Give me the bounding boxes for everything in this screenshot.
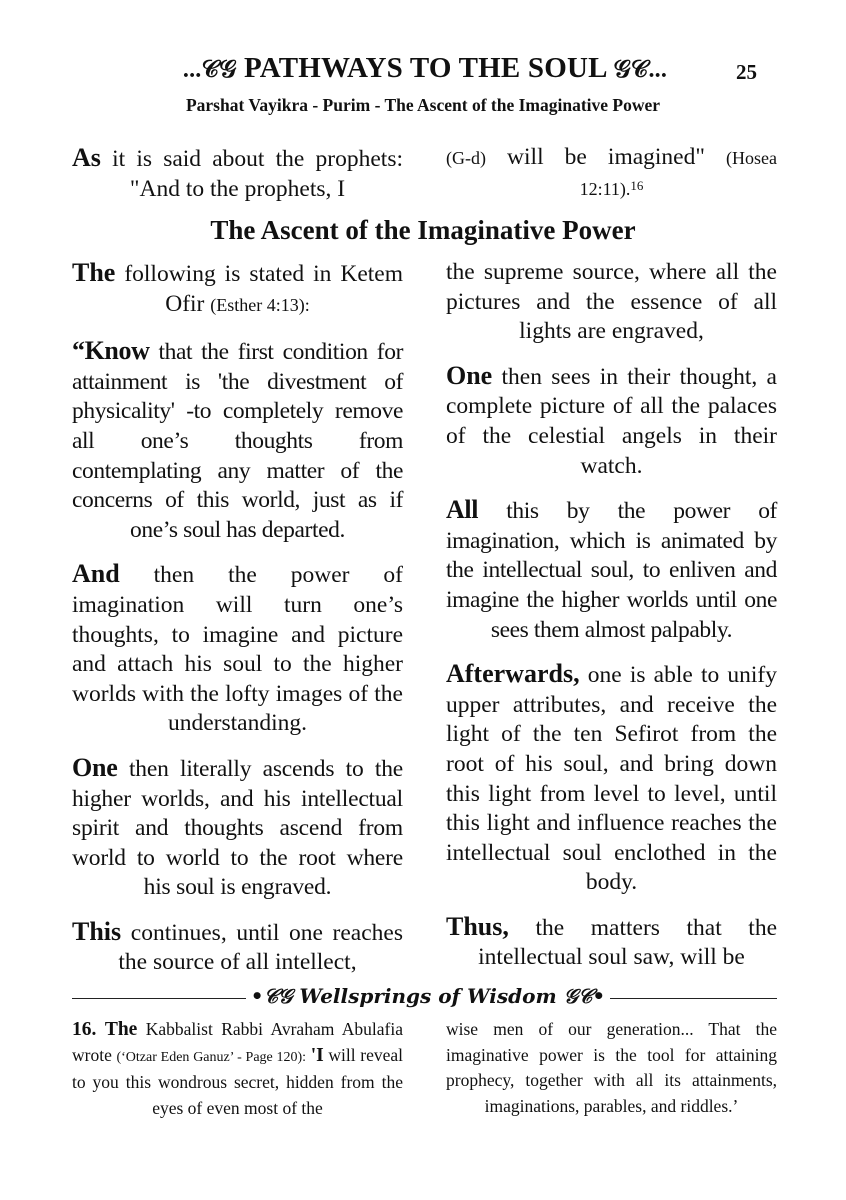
paragraph bbox=[446, 912, 777, 973]
inline-note: (G-d) bbox=[446, 148, 486, 168]
lead-word: All bbox=[446, 495, 479, 525]
footnote-left bbox=[72, 1017, 403, 1121]
lead-word: As bbox=[72, 143, 101, 172]
footnote-text: will reveal to you this wondrous secret, hidden from the eyes of even most of the bbox=[72, 1044, 403, 1118]
lead-word: “Know bbox=[72, 336, 150, 366]
paragraph-text: the supreme source, where all the pictures and the essence of all lights are engraved, bbox=[446, 259, 777, 345]
footer-ornament-left: •𝒞𝒢 bbox=[250, 984, 293, 1008]
paragraph bbox=[72, 258, 403, 320]
lead-word: And bbox=[72, 559, 120, 589]
intro-paragraph bbox=[72, 143, 403, 204]
lead-word: The bbox=[104, 1019, 138, 1040]
paragraph-text: following is stated in Ketem Ofir bbox=[115, 261, 403, 317]
paragraph-text: then sees in their thought, a complete picture of all the palaces of the celestial angels in their watch. bbox=[446, 363, 777, 479]
intro-left bbox=[72, 143, 403, 204]
paragraph bbox=[446, 495, 777, 645]
source-ref: (‘Otzar Eden Ganuz’ - Page 120): bbox=[116, 1049, 307, 1065]
paragraph-text: continues, until one reaches the source of all intellect, bbox=[118, 919, 403, 976]
footnote-right bbox=[446, 1017, 777, 1119]
ornament-right: 𝒢𝒞... bbox=[613, 57, 668, 83]
footnote-paragraph bbox=[446, 1017, 777, 1119]
paragraph-text: will be imagined" bbox=[485, 144, 727, 170]
footer-title: Wellsprings of Wisdom bbox=[299, 984, 557, 1008]
scripture-ref: (Esther 4:13): bbox=[210, 294, 310, 315]
footnote-marker: 16 bbox=[630, 177, 644, 193]
book-title: PATHWAYS TO THE SOUL bbox=[243, 52, 607, 84]
footnote-text: wise men of our generation... That the imaginative power is the tool for attaining prophecy, together with all its attainments, imaginations, parables, and riddles.’ bbox=[446, 1019, 777, 1116]
paragraph bbox=[446, 659, 777, 898]
paragraph-text: this by the power of imagination, which is animated by the intellectual soul, to enliven and imagine the higher worlds until one sees them almost palpably. bbox=[446, 498, 777, 643]
lead-word: Afterwards, bbox=[446, 659, 580, 689]
lead-word: Thus, bbox=[446, 911, 509, 941]
footnote-paragraph bbox=[72, 1017, 403, 1121]
footnote-text: Kabbalist Rabbi Avraham Abulafia wrote bbox=[72, 1019, 404, 1065]
intro-paragraph-cont bbox=[446, 143, 777, 204]
paragraph-text: that the first condition for attainment is 'the divestment of physicality' -to completely remove all one’s thoughts from contemplating any matter of the concerns of this world, just as if one’s soul has departed. bbox=[72, 339, 403, 543]
paragraph-text: one is able to unify upper attributes, and receive the light of the ten Sefirot from the root of his soul, and bring down this light from level to level, until this light and influence reaches the intellectual soul enclothed in the body. bbox=[446, 662, 777, 896]
paragraph-text: it is said about the prophets: "And to the prophets, I bbox=[100, 146, 403, 202]
running-title bbox=[130, 52, 720, 85]
page-header bbox=[0, 52, 846, 88]
lead-word: This bbox=[72, 916, 122, 946]
paragraph-text: then literally ascends to the higher worlds, and his intellectual spirit and thoughts ascend from world to world to the root where his soul is engraved. bbox=[72, 755, 403, 901]
footer-heading bbox=[246, 984, 610, 1008]
ornament-left: ...𝒞𝒢 bbox=[182, 57, 237, 83]
chapter-subtitle: Parshat Vayikra - Purim - The Ascent of the Imaginative Power bbox=[185, 95, 661, 115]
footnote-number: 16. bbox=[72, 1019, 97, 1040]
left-column bbox=[72, 258, 403, 978]
lead-word: One bbox=[446, 360, 493, 390]
lead-word: One bbox=[72, 752, 118, 782]
paragraph bbox=[72, 917, 403, 978]
paragraph bbox=[72, 559, 403, 739]
lead-word: The bbox=[72, 258, 116, 287]
paragraph bbox=[446, 361, 777, 481]
paragraph bbox=[72, 336, 403, 545]
page-number: 25 bbox=[736, 60, 757, 84]
intro-right bbox=[446, 143, 777, 204]
paragraph bbox=[72, 753, 403, 903]
section-heading: The Ascent of the Imaginative Power bbox=[210, 215, 636, 245]
right-column bbox=[446, 258, 777, 973]
quote-lead: 'I bbox=[310, 1044, 324, 1066]
paragraph-text: the matters that the intellectual soul saw, will be bbox=[478, 914, 777, 971]
footer-ornament-right: 𝒢𝒞• bbox=[563, 984, 606, 1008]
paragraph-text: then the power of imagination will turn one’s thoughts, to imagine and picture and attach his soul to the higher worlds with the lofty images of the understanding. bbox=[72, 562, 403, 737]
paragraph bbox=[446, 258, 777, 347]
scripture-ref: (Hosea 12:11). bbox=[579, 148, 777, 199]
